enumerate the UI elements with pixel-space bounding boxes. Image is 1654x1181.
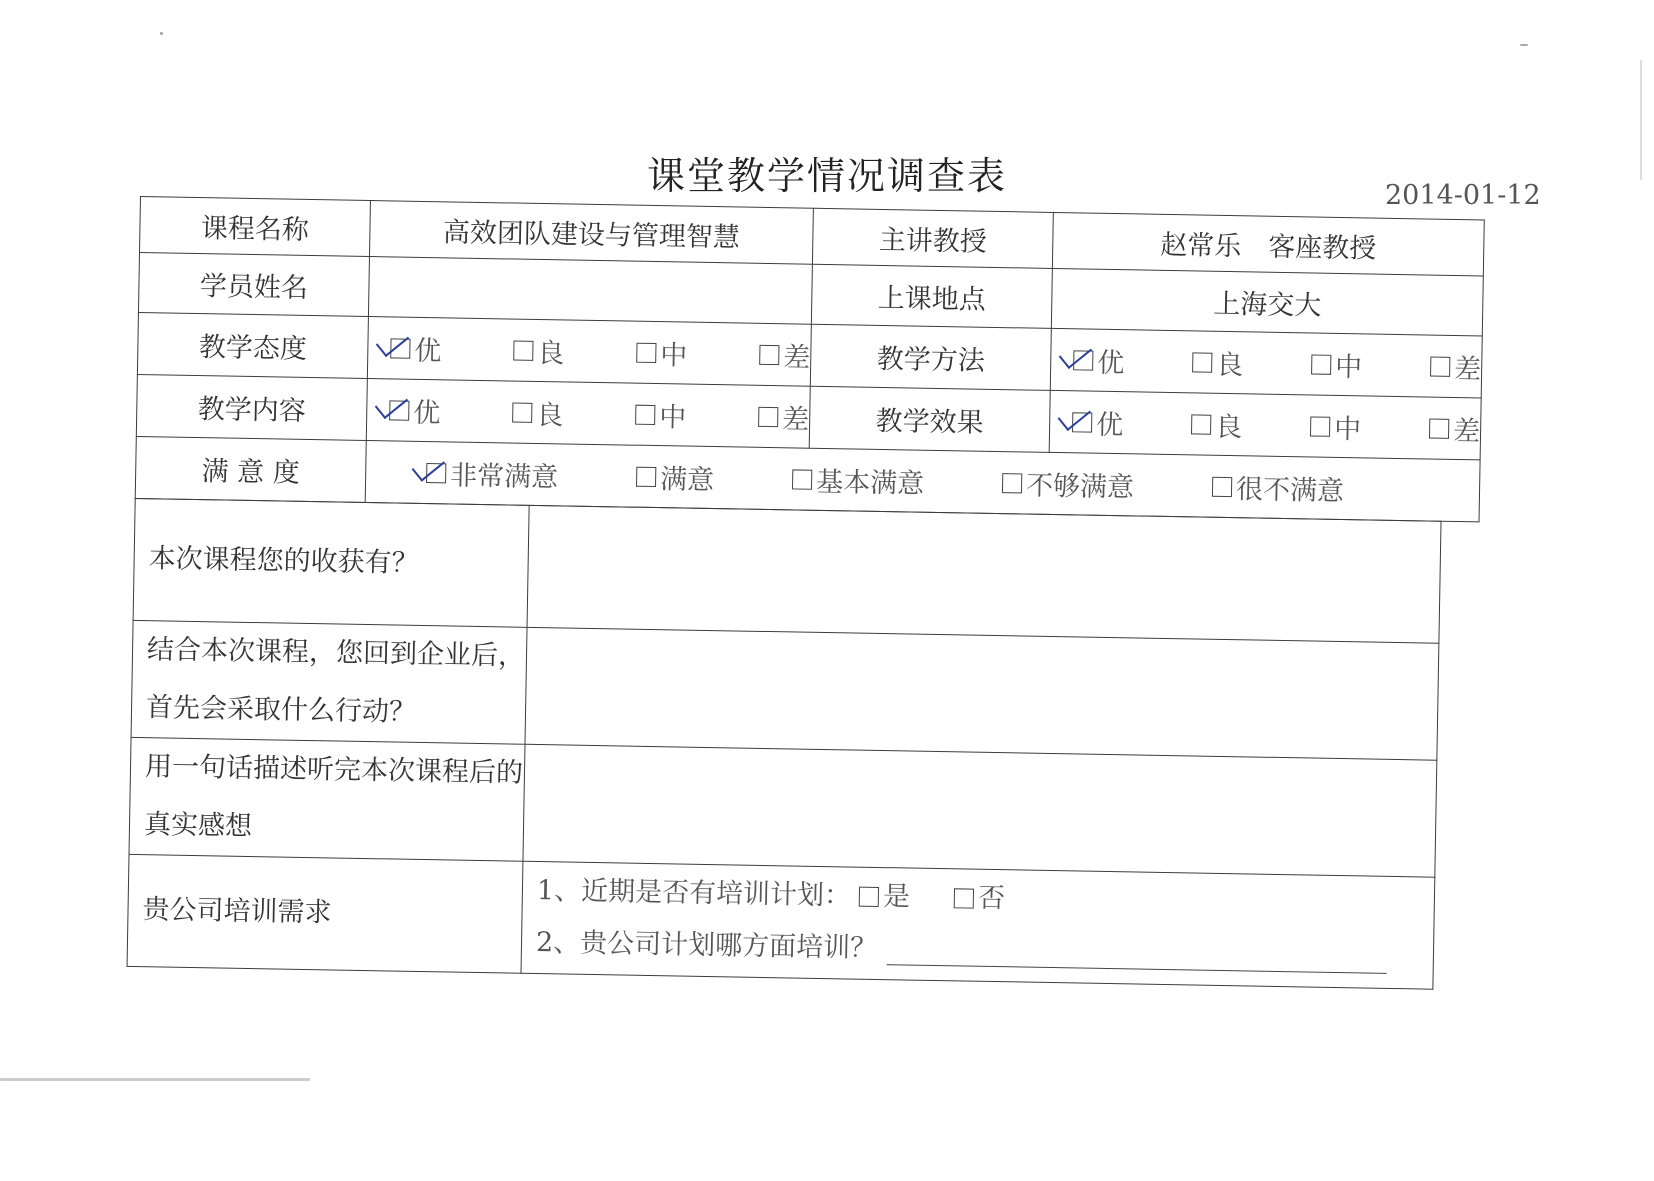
option-label: 不够满意 [1025,470,1135,504]
question-feeling-answer[interactable] [523,744,1437,877]
course-name-value[interactable]: 高效团队建设与管理智慧 [369,201,813,265]
question-row [129,737,1437,877]
checkbox[interactable] [954,888,974,908]
checkbox[interactable] [390,338,410,358]
option-poor[interactable] [1430,347,1482,387]
option-label: 是 [882,881,911,913]
option-poor[interactable] [758,397,810,437]
option-excellent[interactable] [1072,402,1124,442]
checkbox[interactable] [389,400,409,420]
scan-speck [1640,60,1642,180]
course-name-label: 课程名称 [140,197,371,257]
option-label: 很不满意 [1235,474,1345,508]
option-very-satisfied[interactable] [426,453,559,494]
option-label: 中 [658,402,687,434]
questions-table [127,497,1442,989]
option-good[interactable] [513,331,565,371]
teaching-content-label: 教学内容 [136,374,367,440]
question-row [133,498,1441,643]
student-name-label: 学员姓名 [138,253,369,317]
training-needs-row [127,854,1435,989]
checkbox[interactable] [512,402,532,422]
question-feeling-label: 用一句话描述听完本次课程后的真实感想 [129,737,525,861]
checkbox[interactable] [635,404,655,424]
lecturer-label: 主讲教授 [812,208,1053,268]
option-label: 优 [414,335,442,368]
question-action-answer[interactable] [525,627,1439,760]
student-name-field[interactable] [368,257,812,325]
teaching-method-label: 教学方法 [810,324,1051,390]
training-needs-label: 贵公司培训需求 [127,854,523,973]
form-title: 课堂教学情况调查表 [646,154,1007,198]
option-label: 差 [781,404,810,436]
option-very-dissatisfied[interactable] [1212,467,1345,508]
option-excellent[interactable] [389,390,441,430]
option-label: 良 [537,337,565,370]
option-label: 非常满意 [449,460,559,494]
checkbox[interactable] [1212,476,1232,496]
teaching-attitude-label: 教学态度 [137,312,368,378]
training-area-input[interactable] [887,934,1387,974]
option-label: 差 [1452,415,1481,448]
survey-table [135,196,1485,522]
option-label: 中 [1334,351,1363,384]
checkbox[interactable] [636,466,656,486]
checkbox[interactable] [1191,414,1211,434]
option-average[interactable] [636,333,688,373]
scan-speck [0,1078,310,1081]
option-label: 差 [783,342,811,374]
option-label: 优 [1096,347,1125,380]
lecturer-value[interactable]: 赵常乐 客座教授 [1052,212,1484,276]
option-label: 良 [1215,349,1244,382]
option-no[interactable] [954,872,1006,925]
option-average[interactable] [1310,406,1362,446]
scan-speck [1520,44,1528,46]
survey-form [127,196,1485,990]
training-plan-question: 1、近期是否有培训计划： [536,875,852,912]
question-gains-answer[interactable] [527,505,1441,643]
option-basically-satisfied[interactable] [792,459,925,500]
option-good[interactable] [512,393,564,433]
form-date: 2014-01-12 [1385,180,1541,211]
option-excellent[interactable] [390,328,442,368]
option-label: 中 [1333,413,1362,446]
checkbox[interactable] [1429,418,1449,438]
checkbox[interactable] [758,406,778,426]
option-good[interactable] [1192,342,1244,382]
teaching-content-options [366,378,810,448]
checkbox[interactable] [1430,356,1450,376]
option-satisfied[interactable] [636,457,715,497]
option-poor[interactable] [759,335,811,375]
checkbox[interactable] [1002,473,1022,493]
checkbox[interactable] [1311,354,1331,374]
checkbox[interactable] [1310,416,1330,436]
question-gains-label: 本次课程您的收获有？ [133,498,529,627]
teaching-effect-label: 教学效果 [809,386,1050,452]
checkbox[interactable] [792,469,812,489]
option-average[interactable] [1311,344,1363,384]
option-label: 优 [1095,409,1124,442]
checkbox[interactable] [426,463,446,483]
question-row [131,620,1439,760]
checkbox[interactable] [636,342,656,362]
checkbox[interactable] [1192,352,1212,372]
option-label: 优 [412,397,441,430]
training-needs-content [521,861,1435,989]
option-label: 满意 [659,464,715,497]
training-area-question: 2、贵公司计划哪方面培训？ [535,927,878,964]
checkbox[interactable] [759,344,779,364]
option-not-satisfied-enough[interactable] [1002,463,1135,504]
option-excellent[interactable] [1073,340,1125,380]
location-label: 上课地点 [811,264,1052,328]
option-label: 良 [535,399,564,432]
satisfaction-label: 满 意 度 [135,436,366,502]
checkbox[interactable] [513,340,533,360]
option-average[interactable] [635,395,687,435]
option-good[interactable] [1191,404,1243,444]
option-label: 中 [660,340,688,372]
option-poor[interactable] [1429,409,1481,449]
teaching-method-options [1050,328,1482,398]
checkbox[interactable] [859,887,879,907]
option-yes[interactable] [859,871,911,924]
option-label: 否 [977,882,1006,915]
option-label: 基本满意 [815,466,925,500]
checkbox[interactable] [1072,412,1092,432]
option-label: 良 [1214,411,1243,444]
checkbox[interactable] [1073,350,1093,370]
teaching-effect-options [1049,390,1481,460]
location-value[interactable]: 上海交大 [1051,268,1483,336]
scan-speck [160,32,163,35]
question-action-label: 结合本次课程，您回到企业后，首先会采取什么行动？ [131,620,527,744]
option-label: 差 [1453,353,1482,386]
teaching-attitude-options [367,317,811,387]
